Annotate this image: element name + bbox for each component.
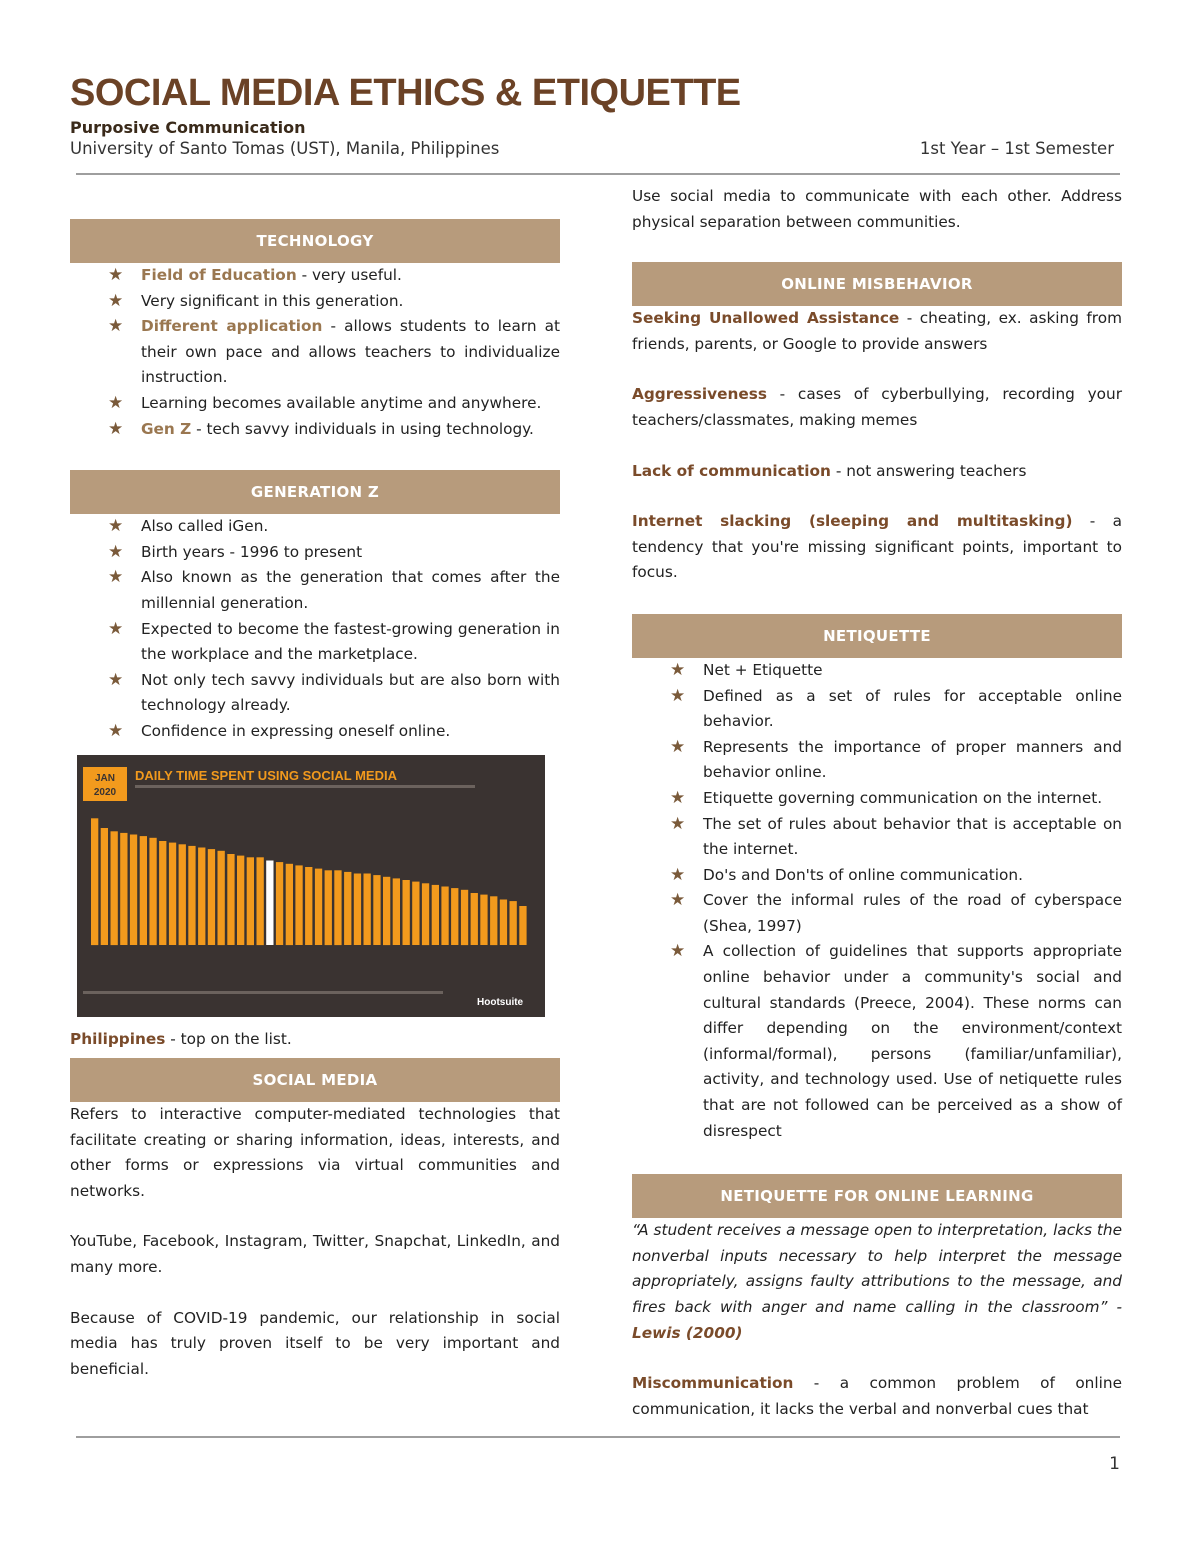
star-icon: ★ [108, 265, 124, 285]
chart-bar [208, 849, 215, 945]
star-icon: ★ [670, 864, 686, 885]
star-icon: ★ [108, 418, 124, 439]
star-icon: ★ [670, 890, 686, 911]
chart-bar [266, 860, 273, 945]
list-item: ★ Cover the informal rules of the road of cyberspace (Shea, 1997) [670, 890, 1122, 935]
chart-bar [354, 873, 361, 945]
chart-bar [101, 828, 108, 945]
chart-bar [344, 871, 351, 944]
social-media-time-chart [77, 755, 545, 1017]
star-icon: ★ [670, 813, 686, 834]
chart-bar [412, 881, 419, 944]
chart-bar [149, 837, 156, 944]
chart-bar [111, 831, 118, 945]
chart-bar [422, 883, 429, 945]
info-row [70, 139, 1120, 158]
chart-bar [490, 896, 497, 945]
chart-bar [471, 893, 478, 945]
philippines-note: Philippines - top on the list. [70, 1029, 292, 1048]
social-media-covid: Because of COVID-19 pandemic, our relationship in social media has truly proven itself to be very important and beneficial. [70, 1308, 560, 1378]
list-item: ★ Expected to become the fastest-growing generation in the workplace and the marketplace. [108, 618, 560, 664]
document-title: SOCIAL MEDIA ETHICS & ETIQUETTE [70, 72, 741, 114]
term-label: 1st Year – 1st Semester [919, 139, 1114, 158]
chart-bar [373, 875, 380, 945]
chart-bar [218, 850, 225, 944]
misbehavior-item: Seeking Unallowed Assistance - cheating, ex. asking from friends, parents, or Google to provide answers [632, 309, 1123, 353]
star-icon: ★ [670, 736, 686, 757]
list-item: ★ Birth years - 1996 to present [70, 540, 560, 566]
list-item: ★ The set of rules about behavior that is acceptable on the internet. [670, 813, 1122, 859]
chart-bar [305, 867, 312, 945]
chart-bar [393, 878, 400, 945]
star-icon: ★ [108, 316, 124, 337]
star-icon: ★ [670, 787, 686, 808]
university-name: University of Santo Tomas (UST), Manila, Philippines [70, 139, 500, 158]
chart-bar [403, 880, 410, 945]
right-column [632, 184, 1122, 1422]
genz-list [70, 514, 560, 744]
star-icon: ★ [108, 567, 124, 588]
chart-bar [179, 844, 186, 945]
chart-bar [120, 832, 127, 944]
chart-bar [295, 865, 302, 945]
chart-bar [383, 876, 390, 944]
chart-bar [159, 841, 166, 945]
chart-bar [325, 870, 332, 945]
chart-bar [257, 857, 264, 945]
chart-bar [364, 873, 371, 945]
chart-bar [510, 901, 517, 945]
misbehavior-item: Internet slacking (sleeping and multitasking) - a tendency that you're missing significant points, important to focus. [632, 512, 1122, 582]
star-icon: ★ [670, 941, 686, 962]
list-item: ★ Learning becomes available anytime and anywhere. [70, 391, 560, 417]
chart-bar [188, 845, 195, 944]
left-column [70, 219, 560, 1382]
star-icon: ★ [108, 618, 124, 639]
miscommunication-item: Miscommunication - a common problem of online communication, it lacks the verbal and nonverbal cues that [632, 1374, 1122, 1418]
star-icon: ★ [108, 516, 124, 537]
chart-bar [432, 884, 439, 944]
star-icon: ★ [108, 720, 124, 741]
list-item: ★ Different application - allows students to learn at their own pace and allows teachers to individualize instruction. [108, 316, 560, 387]
chart-bars [91, 818, 527, 945]
genz-heading: GENERATION Z [70, 470, 560, 514]
chart-bar [140, 836, 147, 945]
chart-bar [519, 906, 526, 945]
social-media-heading: SOCIAL MEDIA [70, 1058, 560, 1102]
list-item: ★ Also called iGen. [70, 514, 560, 540]
badge-month: JAN [94, 772, 116, 784]
star-icon: ★ [670, 659, 686, 680]
list-item: ★ Gen Z - tech savvy individuals in using technology. [70, 417, 560, 443]
star-icon: ★ [108, 392, 124, 413]
chart-footnote-line [83, 991, 443, 994]
list-item: ★ Very significant in this generation. [70, 289, 560, 315]
list-item: ★ Net + Etiquette [632, 658, 1122, 684]
bottom-divider [76, 1436, 1120, 1438]
chart-svg [77, 755, 545, 1017]
chart-bar [451, 888, 458, 945]
chart-title: DAILY TIME SPENT USING SOCIAL MEDIA [135, 767, 397, 783]
chart-bar [286, 863, 293, 944]
chart-brand: Hootsuite [477, 996, 524, 1008]
list-item: ★ Confidence in expressing oneself online. [70, 719, 560, 745]
page-number: 1 [1109, 1454, 1120, 1474]
misbehavior-item: Lack of communication - not answering teachers [632, 461, 1027, 480]
chart-bar [247, 857, 254, 945]
chart-bar [91, 818, 98, 945]
star-icon: ★ [108, 669, 124, 690]
list-item: ★ Etiquette governing communication on the internet. [632, 786, 1122, 812]
top-divider [76, 173, 1120, 175]
star-icon: ★ [108, 290, 124, 311]
chart-bar [169, 842, 176, 944]
misbehavior-item: Aggressiveness - cases of cyberbullying, recording your teachers/classmates, making memes [632, 385, 1122, 429]
star-icon: ★ [670, 685, 686, 706]
chart-bar [130, 834, 137, 945]
list-item: ★ Not only tech savvy individuals but are also born with technology already. [108, 669, 560, 715]
chart-bar [500, 899, 507, 945]
online-learning-heading: NETIQUETTE FOR ONLINE LEARNING [632, 1174, 1122, 1218]
chart-bar [198, 847, 205, 945]
chart-bar [237, 855, 244, 944]
technology-heading: TECHNOLOGY [70, 219, 560, 263]
misbehavior-heading: ONLINE MISBEHAVIOR [632, 262, 1122, 306]
right-intro: Use social media to communicate with each other. Address physical separation between communities. [632, 187, 1122, 231]
list-item: ★ Defined as a set of rules for acceptable online behavior. [670, 685, 1122, 731]
chart-bar [334, 870, 341, 945]
chart-bar [276, 862, 283, 945]
netiquette-list [632, 658, 1122, 1144]
chart-bar [227, 854, 234, 945]
chart-bar [315, 868, 322, 944]
chart-bar [441, 886, 448, 945]
star-icon: ★ [108, 541, 124, 562]
chart-subtitle-line [135, 785, 475, 788]
list-item: ★ Also known as the generation that comes after the millennial generation. [108, 567, 560, 612]
document-header [70, 72, 1120, 158]
chart-bar [461, 889, 468, 944]
list-item: ★ Do's and Don'ts of online communication. [632, 863, 1122, 889]
social-media-definition: Refers to interactive computer-mediated technologies that facilitate creating or sharing information, ideas, interests, and other forms or expressions via virtual communities and networks. [70, 1105, 560, 1200]
chart-bar [480, 894, 487, 944]
list-item: ★ Represents the importance of proper manners and behavior online. [670, 736, 1122, 782]
technology-list [70, 263, 560, 442]
lewis-quote: “A student receives a message open to interpretation, lacks the nonverbal inputs necessary to help interpret the message appropriately, assigns faulty attributions to the message, and fires back with anger and name calling in the classroom” - Lewis (2000) [632, 1221, 1122, 1342]
list-item: ★ A collection of guidelines that supports appropriate online behavior under a community's social and cultural standards (Preece, 2004). These norms can differ depending on the environment/context (informal/formal), persons (familiar/unfamiliar), activity, and technology used. Use of netiquette rules that are not followed can be perceived as a show of disrespect [670, 941, 1122, 1140]
netiquette-heading: NETIQUETTE [632, 614, 1122, 658]
badge-year: 2020 [93, 786, 117, 798]
list-item: ★ Field of Education - very useful. [70, 263, 560, 289]
course-subtitle: Purposive Communication [70, 118, 306, 137]
social-media-examples: YouTube, Facebook, Instagram, Twitter, Snapchat, LinkedIn, and many more. [70, 1232, 560, 1277]
